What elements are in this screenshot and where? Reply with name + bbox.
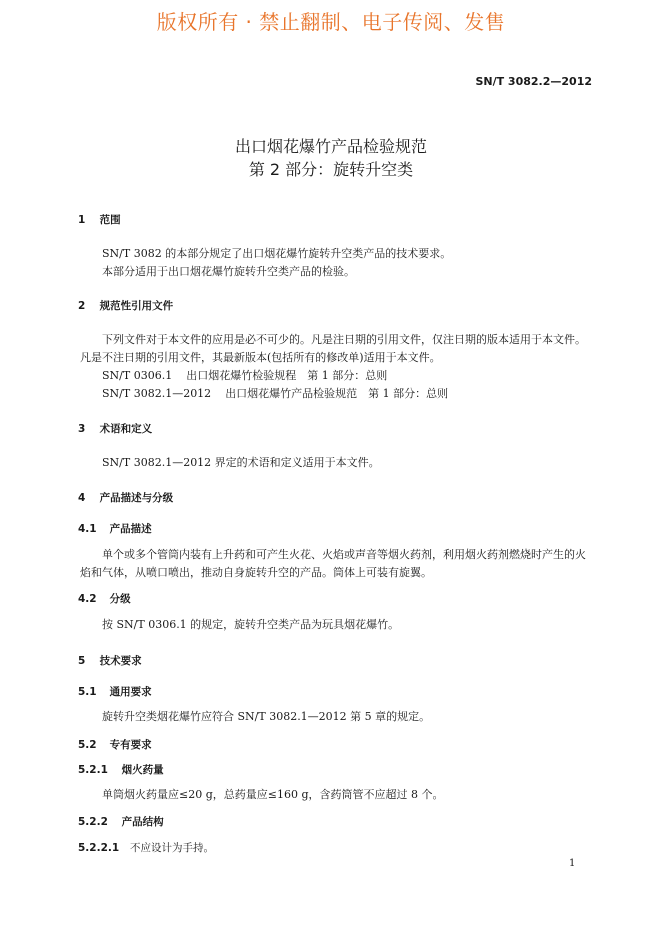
section-title: 产品结构 — [121, 816, 164, 828]
reference-item-1 — [102, 367, 387, 385]
page-number: 1 — [569, 858, 576, 869]
section-title: 专有要求 — [109, 739, 152, 751]
reference-code: SN/T 0306.1 — [102, 369, 173, 382]
section-5-2-heading — [78, 737, 152, 752]
document-subtitle: 第 2 部分：旋转升空类 — [248, 160, 414, 179]
section-title: 术语和定义 — [99, 423, 153, 435]
section-title: 技术要求 — [99, 655, 142, 667]
section-number: 4.1 — [78, 523, 97, 535]
reference-title: 出口烟花爆竹产品检验规范 第 1 部分：总则 — [225, 387, 449, 400]
section-number: 1 — [78, 214, 86, 226]
reference-item-2 — [102, 385, 448, 403]
section-number: 5.1 — [78, 686, 97, 698]
section-number: 5.2 — [78, 739, 97, 751]
section-2-paragraph-1: 下列文件对于本文件的应用是必不可少的。凡是注日期的引用文件，仅注日期的版本适用于本文件。凡是不注日期的引用文件，其最新版本(包括所有的修改单)适用于本文件。 — [80, 333, 586, 364]
section-title: 产品描述与分级 — [99, 492, 174, 504]
section-number: 4.2 — [78, 593, 97, 605]
section-5-1-heading — [78, 684, 152, 699]
section-number: 3 — [78, 423, 86, 435]
section-title: 烟火药量 — [121, 764, 164, 776]
section-number: 5 — [78, 655, 86, 667]
section-number: 5.2.2.1 — [78, 842, 120, 854]
section-4-2-heading — [78, 591, 131, 606]
document-title: 出口烟花爆竹产品检验规范 — [234, 137, 427, 156]
section-5-2-2-heading — [78, 814, 164, 829]
section-5-2-1-paragraph-1: 单筒烟火药量应≤20 g，总药量应≤160 g，含药筒管不应超过 8 个。 — [102, 788, 444, 801]
section-4-1-paragraph-1: 单个或多个管筒内装有上升药和可产生火花、火焰或声音等烟火药剂，利用烟火药剂燃烧时产生的火焰和气体，从喷口喷出，推动自身旋转升空的产品。筒体上可装有旋翼。 — [80, 548, 586, 579]
section-4-1-heading — [78, 521, 152, 536]
section-title: 产品描述 — [109, 523, 152, 535]
section-1-heading — [78, 212, 121, 227]
section-5-heading — [78, 653, 142, 668]
section-1-paragraph-2: 本部分适用于出口烟花爆竹旋转升空类产品的检验。 — [102, 265, 355, 278]
section-number: 5.2.2 — [78, 816, 108, 828]
copyright-banner: 版权所有 · 禁止翻制、电子传阅、发售 — [156, 10, 506, 34]
reference-code: SN/T 3082.1—2012 — [102, 387, 212, 400]
section-3-paragraph-1: SN/T 3082.1—2012 界定的术语和定义适用于本文件。 — [102, 456, 380, 469]
section-1-paragraph-1: SN/T 3082 的本部分规定了出口烟花爆竹旋转升空类产品的技术要求。 — [102, 247, 452, 260]
section-3-heading — [78, 421, 152, 436]
standard-number: SN/T 3082.2—2012 — [475, 75, 592, 88]
section-title: 规范性引用文件 — [99, 300, 174, 312]
reference-title: 出口烟花爆竹检验规程 第 1 部分：总则 — [186, 369, 388, 382]
section-5-2-2-1-item — [78, 839, 214, 857]
section-number: 4 — [78, 492, 86, 504]
section-5-1-paragraph-1: 旋转升空类烟花爆竹应符合 SN/T 3082.1—2012 第 5 章的规定。 — [102, 710, 431, 723]
section-number: 2 — [78, 300, 86, 312]
section-title: 通用要求 — [109, 686, 152, 698]
section-title: 分级 — [109, 593, 131, 605]
section-2-heading — [78, 298, 173, 313]
item-text: 不应设计为手持。 — [130, 842, 214, 854]
section-title: 范围 — [99, 214, 121, 226]
section-4-heading — [78, 490, 173, 505]
section-5-2-1-heading — [78, 762, 164, 777]
section-4-2-paragraph-1: 按 SN/T 0306.1 的规定，旋转升空类产品为玩具烟花爆竹。 — [102, 618, 400, 631]
section-number: 5.2.1 — [78, 764, 108, 776]
